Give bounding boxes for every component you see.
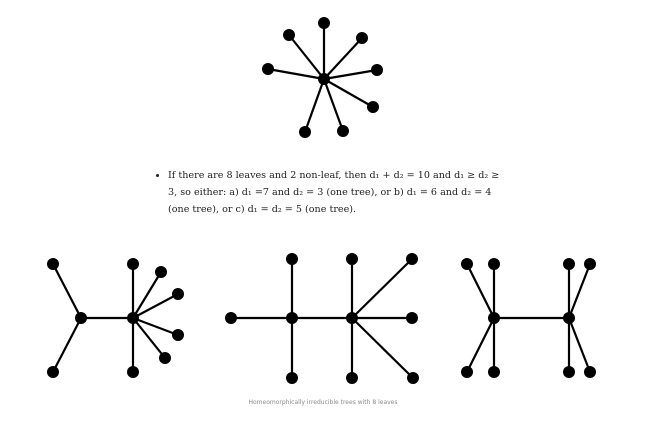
- tree-star: [262, 17, 383, 138]
- internal-node: [318, 73, 330, 85]
- bullet-list: [155, 167, 500, 218]
- leaf-node: [286, 372, 298, 384]
- tree-5-5: [461, 258, 596, 378]
- leaf-node: [47, 366, 59, 378]
- leaf-node: [283, 29, 295, 41]
- leaf-node: [367, 101, 379, 113]
- leaf-node: [563, 366, 575, 378]
- leaf-node: [461, 366, 473, 378]
- tree-edge: [53, 318, 81, 372]
- leaf-node: [337, 125, 349, 137]
- figure-caption: Homeomorphically irreducible trees with 8 leaves: [248, 399, 398, 406]
- tree-edge: [324, 79, 343, 131]
- tree-edge: [53, 264, 81, 318]
- tree-edge: [268, 69, 324, 79]
- tree-edge: [352, 318, 413, 378]
- leaf-node: [47, 258, 59, 270]
- internal-node: [127, 312, 139, 324]
- tree-edge: [467, 318, 494, 372]
- leaf-node: [262, 63, 274, 75]
- leaf-node: [127, 366, 139, 378]
- leaf-node: [563, 258, 575, 270]
- tree-edge: [289, 35, 324, 79]
- leaf-node: [346, 372, 358, 384]
- internal-node: [488, 312, 500, 324]
- leaf-node: [127, 258, 139, 270]
- tree-edge: [569, 318, 590, 372]
- leaf-node: [356, 32, 368, 44]
- internal-node: [286, 312, 298, 324]
- internal-node: [75, 312, 87, 324]
- leaf-node: [461, 258, 473, 270]
- internal-node: [346, 312, 358, 324]
- leaf-node: [155, 266, 167, 278]
- tree-edge: [352, 259, 412, 318]
- leaf-node: [159, 352, 171, 364]
- leaf-node: [584, 258, 596, 270]
- leaf-node: [488, 258, 500, 270]
- internal-node: [563, 312, 575, 324]
- tree-edge: [467, 264, 494, 318]
- tree-edge: [305, 79, 324, 132]
- leaf-node: [407, 372, 419, 384]
- leaf-node: [488, 366, 500, 378]
- leaf-node: [225, 312, 237, 324]
- leaf-node: [371, 64, 383, 76]
- leaf-node: [286, 253, 298, 265]
- leaf-node: [318, 17, 330, 29]
- bullet-item: • If there are 8 leaves and 2 non-leaf, then d₁ + d₂ = 10 and d₁ ≥ d₂ ≥ 3, so either: a) d₁ =7 and d₂ = 3 (one tree), or b) d₁ = 6 and d₂ = 4 (one tree), or c) d₁ = d₂ = 5 (one tree).: [168, 167, 500, 218]
- leaf-node: [584, 366, 596, 378]
- leaf-node: [406, 312, 418, 324]
- tree-7-3: [47, 258, 184, 378]
- leaf-node: [172, 288, 184, 300]
- leaf-node: [346, 253, 358, 265]
- tree-edge: [324, 79, 373, 107]
- tree-6-4: [225, 253, 419, 384]
- text-block: [155, 167, 500, 218]
- tree-edge: [569, 264, 590, 318]
- leaf-node: [406, 253, 418, 265]
- leaf-node: [299, 126, 311, 138]
- leaf-node: [172, 329, 184, 341]
